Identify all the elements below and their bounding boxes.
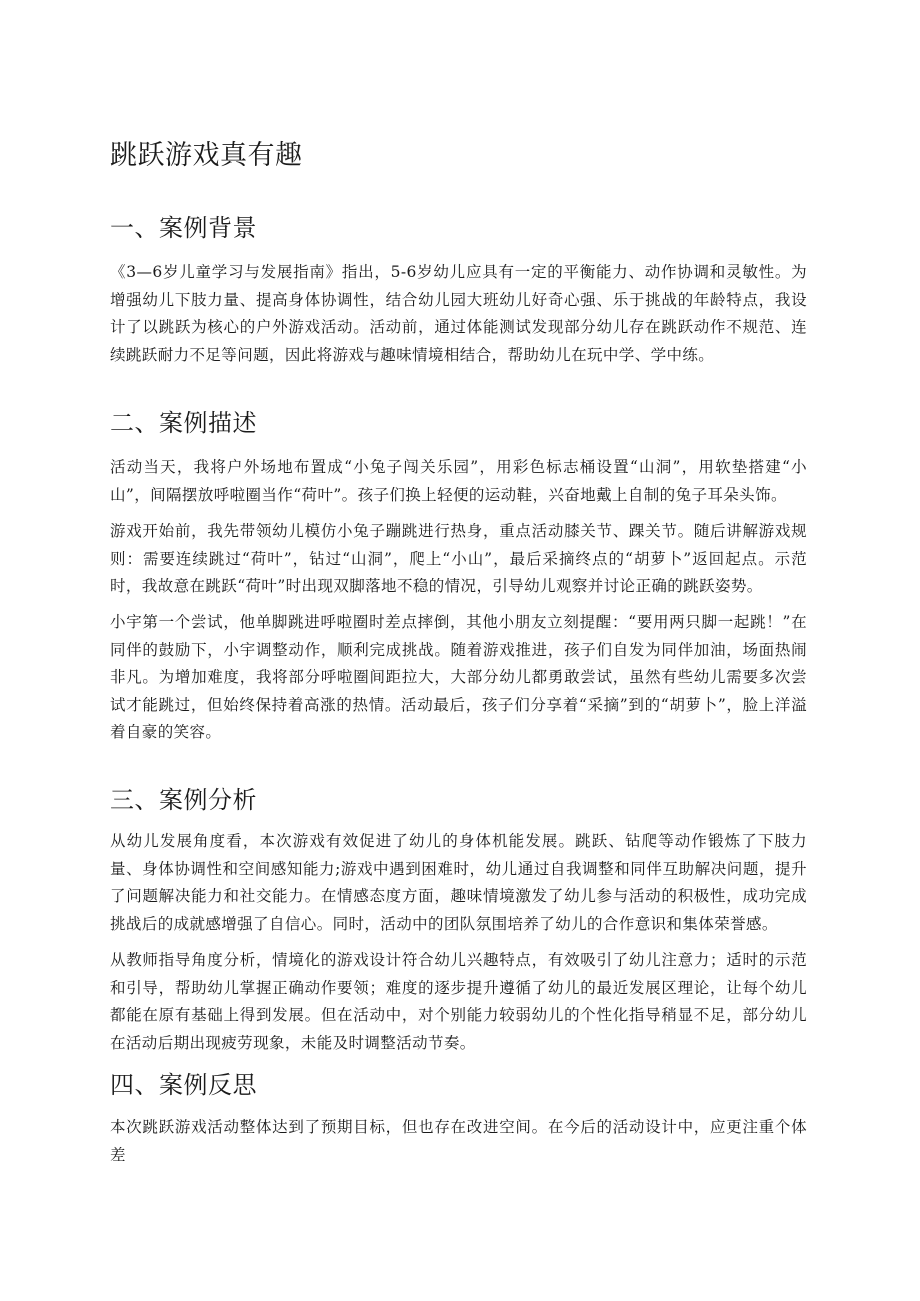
section-heading-reflection: 四、案例反思 — [110, 1071, 257, 1099]
analysis-paragraph-1: 从幼儿发展角度看，本次游戏有效促进了幼儿的身体机能发展。跳跃、钻爬等动作锻炼了下肢力量、身体协调性和空间感知能力;游戏中遇到困难时，幼儿通过自我调整和同伴互助解决问题，提升了问题解决能力和社交能力。在情感态度方面，趣味情境激发了幼儿参与活动的积极性，成功完成挑战后的成就感增强了自信心。同时，活动中的团队氛围培养了幼儿的合作意识和集体荣誉感。 — [110, 832, 807, 933]
section-heading-analysis: 三、案例分析 — [110, 786, 257, 814]
description-paragraph-1: 活动当天，我将户外场地布置成“小兔子闯关乐园”，用彩色标志桶设置“山洞”，用软垫搭建“小山”，间隔摆放呼啦圈当作“荷叶”。孩子们换上轻便的运动鞋，兴奋地戴上自制的兔子耳朵头饰。 — [110, 458, 807, 504]
description-paragraph-2: 游戏开始前，我先带领幼儿模仿小兔子蹦跳进行热身，重点活动膝关节、踝关节。随后讲解游戏规则：需要连续跳过“荷叶”，钻过“山洞”，爬上“小山”，最后采摘终点的“胡萝卜”返回起点。示范时，我故意在跳跃“荷叶”时出现双脚落地不稳的情况，引导幼儿观察并讨论正确的跳跃姿势。 — [110, 522, 807, 595]
section-heading-description: 二、案例描述 — [110, 409, 257, 437]
reflection-paragraph: 本次跳跃游戏活动整体达到了预期目标，但也存在改进空间。在今后的活动设计中，应更注重个体差 — [110, 1118, 807, 1164]
section-heading-background: 一、案例背景 — [110, 214, 257, 242]
background-paragraph: 《3—6岁儿童学习与发展指南》指出，5-6岁幼儿应具有一定的平衡能力、动作协调和灵敏性。为增强幼儿下肢力量、提高身体协调性，结合幼儿园大班幼儿好奇心强、乐于挑战的年龄特点，我设计了以跳跃为核心的户外游戏活动。活动前，通过体能测试发现部分幼儿存在跳跃动作不规范、连续跳跃耐力不足等问题，因此将游戏与趣味情境相结合，帮助幼儿在玩中学、学中练。 — [110, 263, 807, 364]
document-title: 跳跃游戏真有趣 — [110, 140, 303, 171]
analysis-paragraph-2: 从教师指导角度分析，情境化的游戏设计符合幼儿兴趣特点，有效吸引了幼儿注意力；适时的示范和引导，帮助幼儿掌握正确动作要领；难度的逐步提升遵循了幼儿的最近发展区理论，让每个幼儿都能在原有基础上得到发展。但在活动中，对个别能力较弱幼儿的个性化指导稍显不足，部分幼儿在活动后期出现疲劳现象，未能及时调整活动节奏。 — [110, 951, 807, 1052]
description-paragraph-3: 小宇第一个尝试，他单脚跳进呼啦圈时差点摔倒，其他小朋友立刻提醒：“要用两只脚一起跳！”在同伴的鼓励下，小宇调整动作，顺利完成挑战。随着游戏推进，孩子们自发为同伴加油，场面热闹非凡。为增加难度，我将部分呼啦圈间距拉大，大部分幼儿都勇敢尝试，虽然有些幼儿需要多次尝试才能跳过，但始终保持着高涨的热情。活动最后，孩子们分享着“采摘”到的“胡萝卜”，脸上洋溢着自豪的笑容。 — [110, 613, 807, 741]
